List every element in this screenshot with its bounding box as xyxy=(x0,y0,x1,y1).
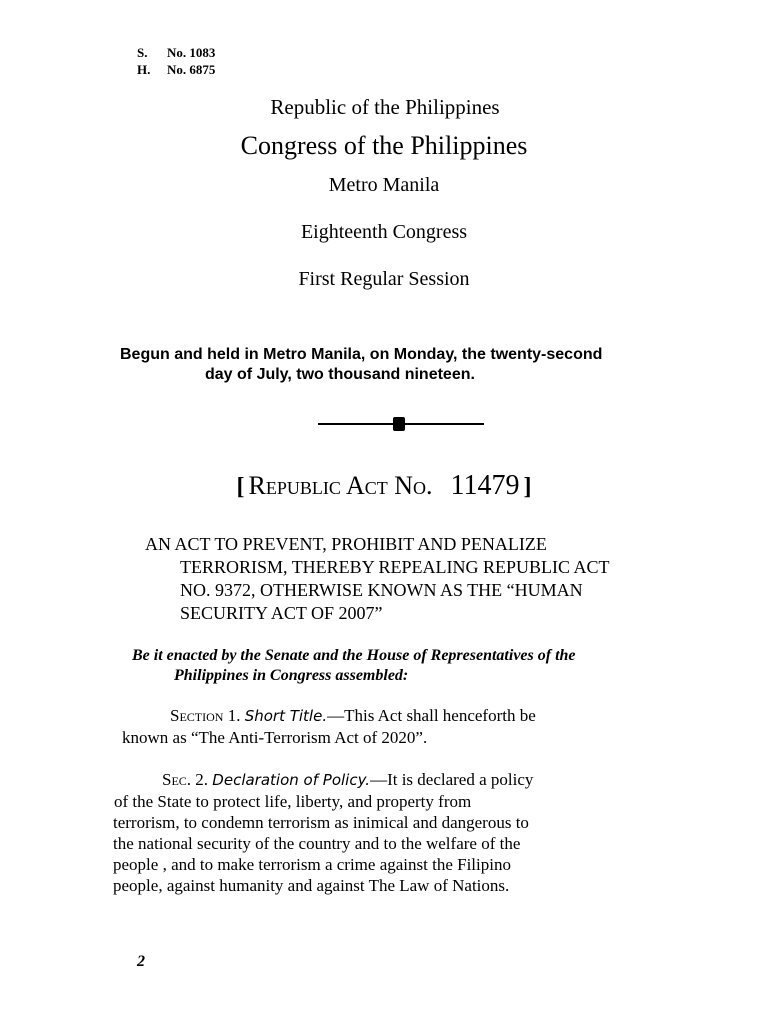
section-2-label: Sec. 2. xyxy=(162,770,209,789)
section-2-heading: Declaration of Policy. xyxy=(212,771,371,789)
section-1-line-2: known as “The Anti-Terrorism Act of 2020”. xyxy=(122,728,428,747)
enacting-line-2: Philippines in Congress assembled: xyxy=(174,667,409,684)
close-bracket: ] xyxy=(523,474,532,500)
enacting-line-1: Be it enacted by the Senate and the House of Representatives of the xyxy=(132,647,576,664)
act-title-line: AN ACT TO PREVENT, PROHIBIT AND PENALIZE xyxy=(145,534,547,554)
act-title-line: TERRORISM, THEREBY REPEALING REPUBLIC ACT xyxy=(180,557,610,577)
heading-congress-number: Eighteenth Congress xyxy=(300,221,468,243)
enacting-clause xyxy=(132,646,672,686)
act-title-line: SECURITY ACT OF 2007” xyxy=(180,603,383,623)
heading-republic: Republic of the Philippines xyxy=(270,95,500,119)
republic-act-title xyxy=(0,470,768,502)
section-1 xyxy=(122,705,612,749)
section-2-line: the national security of the country and to the welfare of the xyxy=(113,834,521,853)
section-2-line: people , and to make terrorism a crime against the Filipino xyxy=(113,855,511,874)
section-1-heading: Short Title. xyxy=(244,707,328,725)
heading-congress: Congress of the Philippines xyxy=(240,131,528,160)
section-1-line-1 xyxy=(122,705,612,727)
ornamental-divider xyxy=(318,417,484,431)
begun-statement xyxy=(100,345,660,385)
section-2 xyxy=(113,769,591,896)
divider-knot xyxy=(393,417,405,431)
begun-line-2: day of July, two thousand nineteen. xyxy=(205,366,475,383)
section-2-line-1 xyxy=(113,769,591,791)
open-bracket: [ xyxy=(236,474,245,500)
heading-location: Metro Manila xyxy=(328,174,440,196)
republic-act-label: Republic Act No. xyxy=(248,471,433,500)
section-2-line: terrorism, to condemn terrorism as inimical and dangerous to xyxy=(113,813,529,832)
act-long-title xyxy=(145,533,667,625)
section-2-text: —It is declared a policy xyxy=(370,770,534,789)
section-1-label: Section 1. xyxy=(170,706,241,725)
senate-bill-number: S. No. 1083 xyxy=(137,45,216,60)
begun-line-1: Begun and held in Metro Manila, on Monday, the twenty-second xyxy=(120,346,603,363)
heading-session: First Regular Session xyxy=(298,268,470,290)
section-2-line: people, against humanity and against The Law of Nations. xyxy=(113,876,510,895)
act-title-line: NO. 9372, OTHERWISE KNOWN AS THE “HUMAN xyxy=(180,580,583,600)
page-number: 2 xyxy=(137,953,145,970)
section-2-line: of the State to protect life, liberty, and property from xyxy=(114,792,472,811)
republic-act-number: 11479 xyxy=(450,470,520,501)
bill-numbers xyxy=(137,44,215,78)
section-1-text: —This Act shall henceforth be xyxy=(327,706,536,725)
house-bill-number: H. No. 6875 xyxy=(137,62,216,77)
